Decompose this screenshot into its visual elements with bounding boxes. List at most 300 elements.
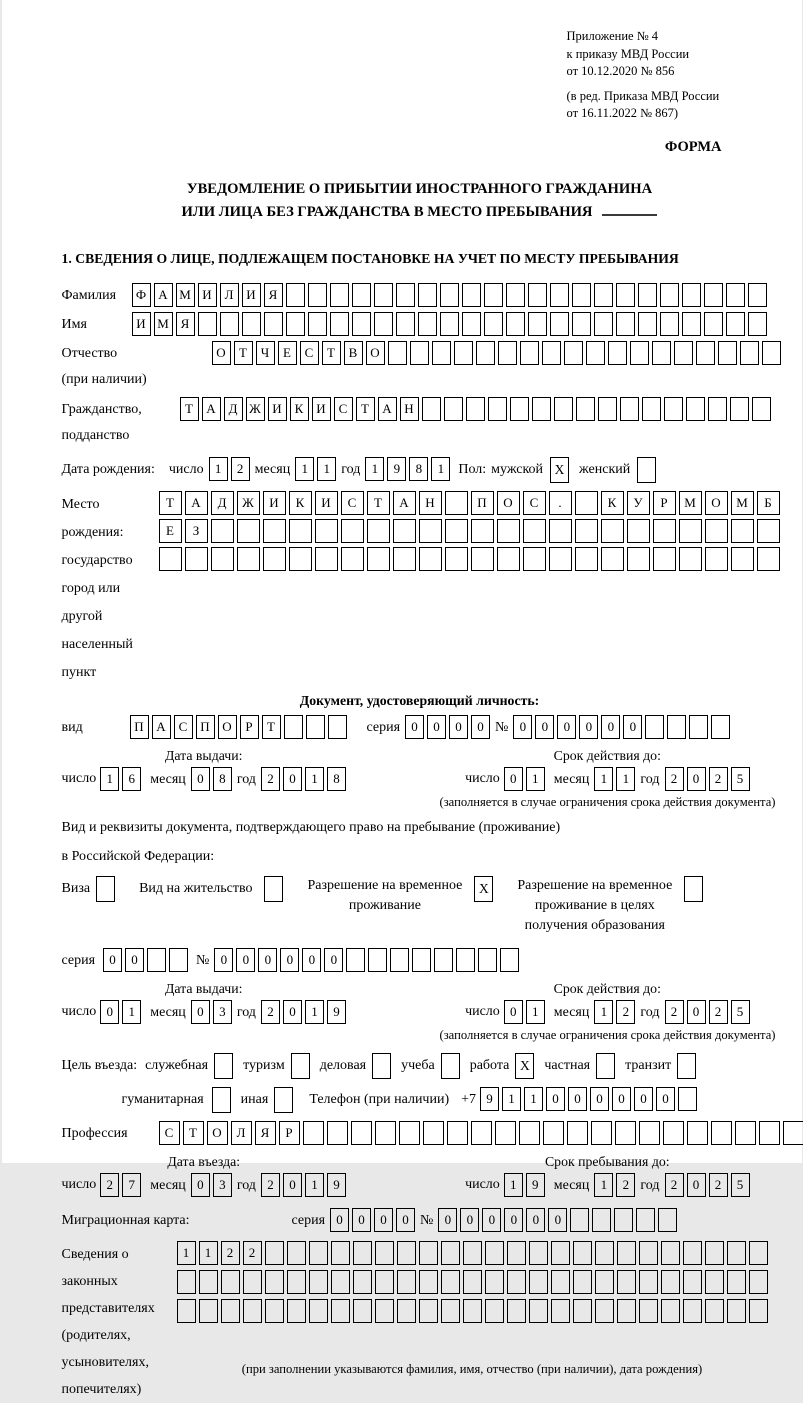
form-cell[interactable] [757,547,780,571]
form-cell[interactable] [678,1087,697,1111]
form-cell[interactable] [598,397,617,421]
form-cell[interactable] [440,283,459,307]
form-cell[interactable] [617,1299,636,1323]
form-cell[interactable]: 1 [305,1173,324,1197]
form-cell[interactable]: Т [322,341,341,365]
form-cell[interactable] [471,547,494,571]
form-cell[interactable] [757,519,780,543]
form-cell[interactable]: 9 [327,1000,346,1024]
form-cell[interactable]: 2 [709,1000,728,1024]
form-cell[interactable]: 0 [374,1208,393,1232]
form-cell[interactable]: 0 [283,1173,302,1197]
form-cell[interactable]: 0 [191,767,210,791]
form-cell[interactable] [660,283,679,307]
form-cell[interactable] [550,283,569,307]
form-cell[interactable] [471,519,494,543]
form-cell[interactable] [419,519,442,543]
form-cell[interactable] [617,1270,636,1294]
form-cell[interactable] [696,341,715,365]
form-cell[interactable]: К [601,491,624,515]
form-cell[interactable] [375,1241,394,1265]
form-cell[interactable] [463,1299,482,1323]
form-cell[interactable]: С [523,491,546,515]
residence-permit-checkbox[interactable] [264,876,283,902]
form-cell[interactable]: 1 [431,457,450,481]
form-cell[interactable] [573,1299,592,1323]
form-cell[interactable]: 0 [103,948,122,972]
form-cell[interactable] [730,397,749,421]
form-cell[interactable]: 2 [231,457,250,481]
form-cell[interactable]: 2 [261,1173,280,1197]
form-cell[interactable]: К [290,397,309,421]
form-cell[interactable]: 8 [409,457,428,481]
form-cell[interactable]: 2 [261,1000,280,1024]
form-cell[interactable] [441,1299,460,1323]
form-cell[interactable] [550,312,569,336]
form-cell[interactable] [198,312,217,336]
form-cell[interactable] [748,312,767,336]
form-cell[interactable]: 2 [616,1000,635,1024]
form-cell[interactable]: С [174,715,193,739]
form-cell[interactable] [211,519,234,543]
form-cell[interactable] [529,1241,548,1265]
form-cell[interactable] [397,1299,416,1323]
form-cell[interactable]: Т [356,397,375,421]
form-cell[interactable]: М [176,283,195,307]
form-cell[interactable]: 9 [327,1173,346,1197]
form-cell[interactable] [674,341,693,365]
form-cell[interactable] [683,1241,702,1265]
form-cell[interactable] [353,1241,372,1265]
form-cell[interactable] [177,1299,196,1323]
form-cell[interactable] [601,547,624,571]
form-cell[interactable]: 0 [546,1087,565,1111]
form-cell[interactable]: Ч [256,341,275,365]
form-cell[interactable]: С [300,341,319,365]
form-cell[interactable] [614,1208,633,1232]
form-cell[interactable] [705,1241,724,1265]
form-cell[interactable]: 0 [427,715,446,739]
form-cell[interactable] [445,491,468,515]
form-cell[interactable] [242,312,261,336]
form-cell[interactable] [686,397,705,421]
form-cell[interactable] [591,1121,612,1145]
form-cell[interactable] [445,519,468,543]
form-cell[interactable]: А [393,491,416,515]
form-cell[interactable] [762,341,781,365]
form-cell[interactable] [169,948,188,972]
form-cell[interactable] [727,1299,746,1323]
form-cell[interactable] [374,312,393,336]
form-cell[interactable] [749,1299,768,1323]
form-cell[interactable] [663,1121,684,1145]
form-cell[interactable] [575,547,598,571]
form-cell[interactable] [627,519,650,543]
form-cell[interactable] [594,312,613,336]
form-cell[interactable] [638,312,657,336]
form-cell[interactable] [595,1241,614,1265]
form-cell[interactable] [683,1299,702,1323]
form-cell[interactable] [309,1299,328,1323]
form-cell[interactable]: Т [367,491,390,515]
purpose-humanitarian-checkbox[interactable] [212,1087,231,1113]
form-cell[interactable]: 1 [594,767,613,791]
form-cell[interactable] [704,312,723,336]
form-cell[interactable]: 0 [504,1000,523,1024]
form-cell[interactable]: И [198,283,217,307]
form-cell[interactable] [528,312,547,336]
form-cell[interactable]: Т [262,715,281,739]
form-cell[interactable] [309,1241,328,1265]
form-cell[interactable] [689,715,708,739]
form-cell[interactable] [749,1270,768,1294]
form-cell[interactable] [237,547,260,571]
form-cell[interactable] [718,341,737,365]
form-cell[interactable] [441,1270,460,1294]
form-cell[interactable] [306,715,325,739]
form-cell[interactable] [735,1121,756,1145]
form-cell[interactable] [375,1121,396,1145]
form-cell[interactable] [352,312,371,336]
form-cell[interactable] [498,341,517,365]
form-cell[interactable] [731,547,754,571]
form-cell[interactable] [367,519,390,543]
form-cell[interactable] [567,1121,588,1145]
form-cell[interactable] [727,1241,746,1265]
form-cell[interactable] [476,341,495,365]
form-cell[interactable] [243,1270,262,1294]
form-cell[interactable] [462,283,481,307]
form-cell[interactable]: И [312,397,331,421]
form-cell[interactable]: Л [231,1121,252,1145]
form-cell[interactable] [221,1270,240,1294]
form-cell[interactable]: Я [255,1121,276,1145]
form-cell[interactable] [630,341,649,365]
form-cell[interactable]: 1 [199,1241,218,1265]
form-cell[interactable] [573,1270,592,1294]
form-cell[interactable] [528,283,547,307]
form-cell[interactable]: 0 [405,715,424,739]
form-cell[interactable] [748,283,767,307]
form-cell[interactable]: П [196,715,215,739]
form-cell[interactable]: 0 [280,948,299,972]
form-cell[interactable] [177,1270,196,1294]
form-cell[interactable]: 0 [557,715,576,739]
form-cell[interactable] [351,1121,372,1145]
form-cell[interactable]: У [627,491,650,515]
form-cell[interactable] [497,519,520,543]
form-cell[interactable] [315,519,338,543]
form-cell[interactable] [510,397,529,421]
form-cell[interactable] [658,1208,677,1232]
form-cell[interactable]: 2 [100,1173,119,1197]
form-cell[interactable] [532,397,551,421]
purpose-transit-checkbox[interactable] [677,1053,696,1079]
form-cell[interactable]: С [341,491,364,515]
form-cell[interactable] [543,1121,564,1145]
form-cell[interactable] [286,283,305,307]
form-cell[interactable] [463,1241,482,1265]
form-cell[interactable]: 0 [513,715,532,739]
sex-male-checkbox[interactable]: X [550,457,569,483]
form-cell[interactable] [601,519,624,543]
form-cell[interactable] [390,948,409,972]
form-cell[interactable] [418,312,437,336]
form-cell[interactable] [423,1121,444,1145]
form-cell[interactable]: 1 [365,457,384,481]
form-cell[interactable]: 0 [601,715,620,739]
form-cell[interactable]: И [315,491,338,515]
form-cell[interactable]: 2 [261,767,280,791]
form-cell[interactable]: 0 [283,1000,302,1024]
purpose-private-checkbox[interactable] [596,1053,615,1079]
form-cell[interactable] [731,519,754,543]
form-cell[interactable]: 0 [125,948,144,972]
form-cell[interactable] [419,547,442,571]
form-cell[interactable]: О [218,715,237,739]
form-cell[interactable]: 0 [687,1173,706,1197]
form-cell[interactable]: 3 [213,1000,232,1024]
form-cell[interactable] [573,1241,592,1265]
form-cell[interactable] [287,1241,306,1265]
form-cell[interactable] [289,547,312,571]
form-cell[interactable] [683,1270,702,1294]
form-cell[interactable] [711,715,730,739]
temp-residence-checkbox[interactable]: X [474,876,493,902]
form-cell[interactable] [327,1121,348,1145]
form-cell[interactable] [478,948,497,972]
form-cell[interactable] [705,547,728,571]
purpose-official-checkbox[interactable] [214,1053,233,1079]
form-cell[interactable]: 0 [236,948,255,972]
form-cell[interactable]: Т [180,397,199,421]
form-cell[interactable] [315,547,338,571]
form-cell[interactable] [616,312,635,336]
form-cell[interactable] [638,283,657,307]
form-cell[interactable]: С [159,1121,180,1145]
form-cell[interactable]: 2 [665,767,684,791]
form-cell[interactable]: К [289,491,312,515]
form-cell[interactable] [639,1121,660,1145]
form-cell[interactable] [636,1208,655,1232]
form-cell[interactable]: Р [240,715,259,739]
form-cell[interactable] [639,1299,658,1323]
purpose-study-checkbox[interactable] [441,1053,460,1079]
form-cell[interactable] [346,948,365,972]
form-cell[interactable] [330,312,349,336]
form-cell[interactable]: Р [653,491,676,515]
form-cell[interactable] [575,491,598,515]
form-cell[interactable] [705,1299,724,1323]
form-cell[interactable] [418,283,437,307]
form-cell[interactable] [419,1270,438,1294]
form-cell[interactable] [330,283,349,307]
form-cell[interactable]: Д [224,397,243,421]
form-cell[interactable] [199,1270,218,1294]
form-cell[interactable]: 2 [221,1241,240,1265]
form-cell[interactable]: И [242,283,261,307]
form-cell[interactable] [507,1270,526,1294]
purpose-business-checkbox[interactable] [372,1053,391,1079]
form-cell[interactable] [447,1121,468,1145]
form-cell[interactable] [682,283,701,307]
form-cell[interactable]: П [471,491,494,515]
form-cell[interactable]: Р [279,1121,300,1145]
visa-checkbox[interactable] [96,876,115,902]
form-cell[interactable]: 2 [665,1000,684,1024]
form-cell[interactable]: 0 [449,715,468,739]
form-cell[interactable] [519,1121,540,1145]
form-cell[interactable] [396,283,415,307]
form-cell[interactable] [237,519,260,543]
form-cell[interactable] [660,312,679,336]
form-cell[interactable]: 9 [526,1173,545,1197]
form-cell[interactable]: 0 [687,767,706,791]
form-cell[interactable]: Т [159,491,182,515]
form-cell[interactable] [594,283,613,307]
form-cell[interactable] [639,1270,658,1294]
form-cell[interactable]: М [731,491,754,515]
form-cell[interactable]: С [334,397,353,421]
form-cell[interactable] [440,312,459,336]
form-cell[interactable]: 0 [214,948,233,972]
form-cell[interactable]: 0 [396,1208,415,1232]
form-cell[interactable]: 1 [526,767,545,791]
form-cell[interactable]: 0 [526,1208,545,1232]
form-cell[interactable] [463,1270,482,1294]
form-cell[interactable] [572,283,591,307]
form-cell[interactable] [265,1241,284,1265]
form-cell[interactable]: О [497,491,520,515]
form-cell[interactable] [397,1270,416,1294]
form-cell[interactable] [726,312,745,336]
form-cell[interactable] [331,1270,350,1294]
form-cell[interactable]: 9 [387,457,406,481]
form-cell[interactable] [572,312,591,336]
form-cell[interactable] [367,547,390,571]
form-cell[interactable] [507,1299,526,1323]
form-cell[interactable]: 8 [327,767,346,791]
form-cell[interactable]: О [212,341,231,365]
form-cell[interactable] [412,948,431,972]
form-cell[interactable]: 2 [709,767,728,791]
form-cell[interactable] [653,519,676,543]
form-cell[interactable] [462,312,481,336]
form-cell[interactable]: 0 [191,1000,210,1024]
form-cell[interactable] [410,341,429,365]
form-cell[interactable]: 0 [548,1208,567,1232]
form-cell[interactable]: Т [234,341,253,365]
form-cell[interactable] [454,341,473,365]
form-cell[interactable] [353,1299,372,1323]
form-cell[interactable]: 0 [687,1000,706,1024]
form-cell[interactable] [220,312,239,336]
form-cell[interactable] [419,1241,438,1265]
form-cell[interactable]: 7 [122,1173,141,1197]
form-cell[interactable] [523,547,546,571]
form-cell[interactable] [211,547,234,571]
form-cell[interactable]: 1 [305,767,324,791]
form-cell[interactable]: Л [220,283,239,307]
form-cell[interactable] [740,341,759,365]
form-cell[interactable] [575,519,598,543]
form-cell[interactable] [308,312,327,336]
form-cell[interactable] [352,283,371,307]
form-cell[interactable] [595,1270,614,1294]
form-cell[interactable] [289,519,312,543]
form-cell[interactable] [341,547,364,571]
form-cell[interactable] [595,1299,614,1323]
form-cell[interactable]: И [268,397,287,421]
form-cell[interactable] [308,283,327,307]
form-cell[interactable] [497,547,520,571]
form-cell[interactable]: 1 [594,1173,613,1197]
form-cell[interactable] [303,1121,324,1145]
form-cell[interactable]: А [202,397,221,421]
form-cell[interactable] [570,1208,589,1232]
form-cell[interactable] [243,1299,262,1323]
form-cell[interactable] [331,1241,350,1265]
purpose-other-checkbox[interactable] [274,1087,293,1113]
form-cell[interactable]: П [130,715,149,739]
form-cell[interactable]: Е [159,519,182,543]
form-cell[interactable]: 3 [213,1173,232,1197]
form-cell[interactable]: 1 [502,1087,521,1111]
form-cell[interactable] [653,547,676,571]
form-cell[interactable] [500,948,519,972]
form-cell[interactable] [639,1241,658,1265]
form-cell[interactable] [783,1121,803,1145]
form-cell[interactable] [506,283,525,307]
form-cell[interactable] [726,283,745,307]
form-cell[interactable]: 0 [330,1208,349,1232]
form-cell[interactable]: 0 [258,948,277,972]
form-cell[interactable] [441,1241,460,1265]
form-cell[interactable] [679,547,702,571]
form-cell[interactable] [471,1121,492,1145]
form-cell[interactable] [484,312,503,336]
form-cell[interactable] [147,948,166,972]
form-cell[interactable] [264,312,283,336]
form-cell[interactable] [287,1270,306,1294]
form-cell[interactable] [185,547,208,571]
form-cell[interactable]: А [185,491,208,515]
form-cell[interactable]: 2 [665,1173,684,1197]
form-cell[interactable]: М [154,312,173,336]
form-cell[interactable]: 1 [526,1000,545,1024]
form-cell[interactable] [759,1121,780,1145]
form-cell[interactable] [749,1241,768,1265]
form-cell[interactable] [523,519,546,543]
form-cell[interactable]: 5 [731,1173,750,1197]
form-cell[interactable] [393,547,416,571]
purpose-work-checkbox[interactable]: X [515,1053,534,1079]
form-cell[interactable]: 0 [471,715,490,739]
form-cell[interactable] [375,1270,394,1294]
form-cell[interactable] [328,715,347,739]
form-cell[interactable] [664,397,683,421]
form-cell[interactable]: 6 [122,767,141,791]
temp-residence-edu-checkbox[interactable] [684,876,703,902]
form-cell[interactable] [661,1270,680,1294]
form-cell[interactable]: Я [264,283,283,307]
form-cell[interactable]: Т [183,1121,204,1145]
form-cell[interactable]: 1 [209,457,228,481]
form-cell[interactable] [705,1270,724,1294]
form-cell[interactable] [705,519,728,543]
form-cell[interactable]: 1 [122,1000,141,1024]
form-cell[interactable] [388,341,407,365]
